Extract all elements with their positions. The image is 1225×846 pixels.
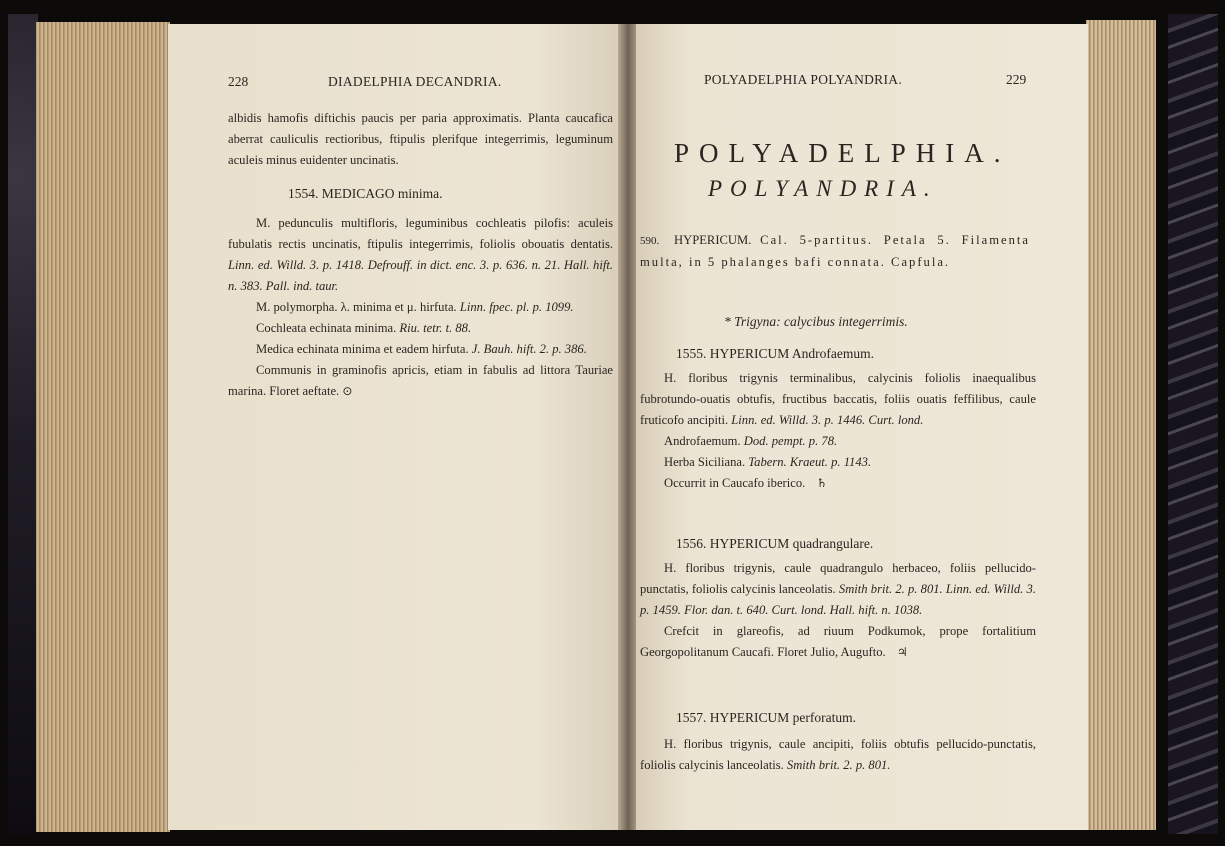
references: Tabern. Kraeut. p. 1143. — [748, 455, 872, 469]
references: Riu. tetr. t. 88. — [399, 321, 472, 335]
species-1555-block — [640, 368, 1036, 494]
species-heading-1557: 1557. HYPERICUM perforatum. — [676, 710, 856, 725]
paragraph — [640, 452, 1036, 473]
marbled-cover-right — [1168, 14, 1218, 834]
paragraph — [640, 431, 1036, 452]
species-heading: 1554. MEDICAGO minima. — [288, 186, 443, 201]
left-text-block-2 — [228, 213, 613, 402]
habitat-text: Crefcit in glareofis, ad riuum Podkumok, prope fortalitium Georgopolitanum Caucafi. Floret Julio, Augufto. — [640, 624, 1036, 659]
page-edges-left — [36, 22, 170, 832]
paragraph — [640, 621, 1036, 663]
synonym-text: Androfaemum. — [664, 434, 741, 448]
running-head: POLYADELPHIA POLYANDRIA. — [704, 72, 903, 87]
paragraph — [228, 318, 613, 339]
habitat-text: Communis in graminofis apricis, etiam in fabulis ad littora Tauriae marina. Floret aeftate. — [228, 363, 613, 398]
paragraph — [640, 734, 1036, 776]
paragraph — [640, 473, 1036, 494]
paragraph — [228, 297, 613, 318]
references: Smith brit. 2. p. 801. — [786, 758, 891, 772]
paragraph — [228, 360, 613, 402]
references: J. Bauh. hift. 2. p. 386. — [471, 342, 587, 356]
references: Linn. fpec. pl. p. 1099. — [459, 300, 574, 314]
perennial-symbol-icon: ♃ — [896, 645, 908, 659]
paragraph — [640, 368, 1036, 431]
left-page — [168, 24, 620, 830]
page-edges-right — [1086, 20, 1156, 830]
marbled-cover-left — [8, 14, 38, 834]
references: Dod. pempt. p. 78. — [743, 434, 838, 448]
description-text: H. floribus trigynis, caule ancipiti, foliis obtufis pellucido-punctatis, foliolis calycinis lanceolatis. — [640, 737, 1036, 772]
paragraph — [228, 213, 613, 297]
order-title: POLYANDRIA. — [708, 176, 938, 201]
synonym-text: M. polymorpha. λ. minima et μ. hirfuta. — [256, 300, 457, 314]
genus-block — [640, 230, 1030, 273]
annual-symbol-icon: ⊙ — [342, 384, 353, 398]
paragraph — [640, 230, 1030, 273]
genus-description: Cal. 5-partitus. Petala 5. Filamenta multa, in 5 phalanges bafi connata. Capfula. — [640, 233, 1030, 269]
habitat-text: Occurrit in Caucafo iberico. — [664, 476, 806, 490]
genus-name: HYPERICUM. — [674, 233, 752, 247]
section-heading: * Trigyna: calycibus integerrimis. — [724, 314, 908, 329]
species-heading-1556: 1556. HYPERICUM quadrangulare. — [676, 536, 874, 551]
book-gutter — [618, 24, 638, 830]
class-title: POLYADELPHIA. — [674, 138, 1011, 168]
description-text: H. floribus trigynis, caule quadrangulo herbaceo, foliis pellucido-punctatis, foliolis calycinis lanceolatis. — [640, 561, 1036, 596]
references: Linn. ed. Willd. 3. p. 1418. Defrouff. in dict. enc. 3. p. 636. n. 21. Hall. hift. n. 383. Pall. ind. taur. — [228, 258, 613, 293]
references: Smith brit. 2. p. 801. Linn. ed. Willd. 3. p. 1459. Flor. dan. t. 640. Curt. lond. Hall. hift. n. 1038. — [640, 582, 1036, 617]
left-text-block — [228, 108, 613, 171]
synonym-text: Medica echinata minima et eadem hirfuta. — [256, 342, 469, 356]
genus-number: 590. — [640, 235, 660, 247]
shrub-symbol-icon: ♄ — [816, 476, 828, 490]
species-1556-block — [640, 558, 1036, 663]
paragraph — [640, 558, 1036, 621]
synonym-text: Cochleata echinata minima. — [256, 321, 397, 335]
paragraph — [228, 339, 613, 360]
page-number: 228 — [228, 74, 249, 89]
species-heading-1555: 1555. HYPERICUM Androfaemum. — [676, 346, 874, 361]
species-1557-block — [640, 734, 1036, 776]
running-head: DIADELPHIA DECANDRIA. — [328, 74, 502, 89]
right-page — [636, 24, 1088, 830]
paragraph: albidis hamofis diftichis paucis per paria approximatis. Planta caucafica aberrat cauliculis rectioribus, ftipulis plerifque integerrimis, leguminum aculeis minus euidenter uncinatis. — [228, 111, 613, 167]
references: Linn. ed. Willd. 3. p. 1446. Curt. lond. — [731, 413, 924, 427]
description-text: M. pedunculis multifloris, leguminibus cochleatis pilofis: aculeis fubulatis rectis uncinatis, ftipulis integerrimis, foliolis obouatis dentatis. — [228, 216, 613, 251]
description-text: H. floribus trigynis terminalibus, calycinis foliolis inaequalibus fubrotundo-ouatis obtufis, fructibus baccatis, foliis ouatis feffilibus, caule fruticofo ancipiti. — [640, 371, 1036, 427]
synonym-text: Herba Siciliana. — [664, 455, 746, 469]
page-number: 229 — [1006, 72, 1027, 87]
